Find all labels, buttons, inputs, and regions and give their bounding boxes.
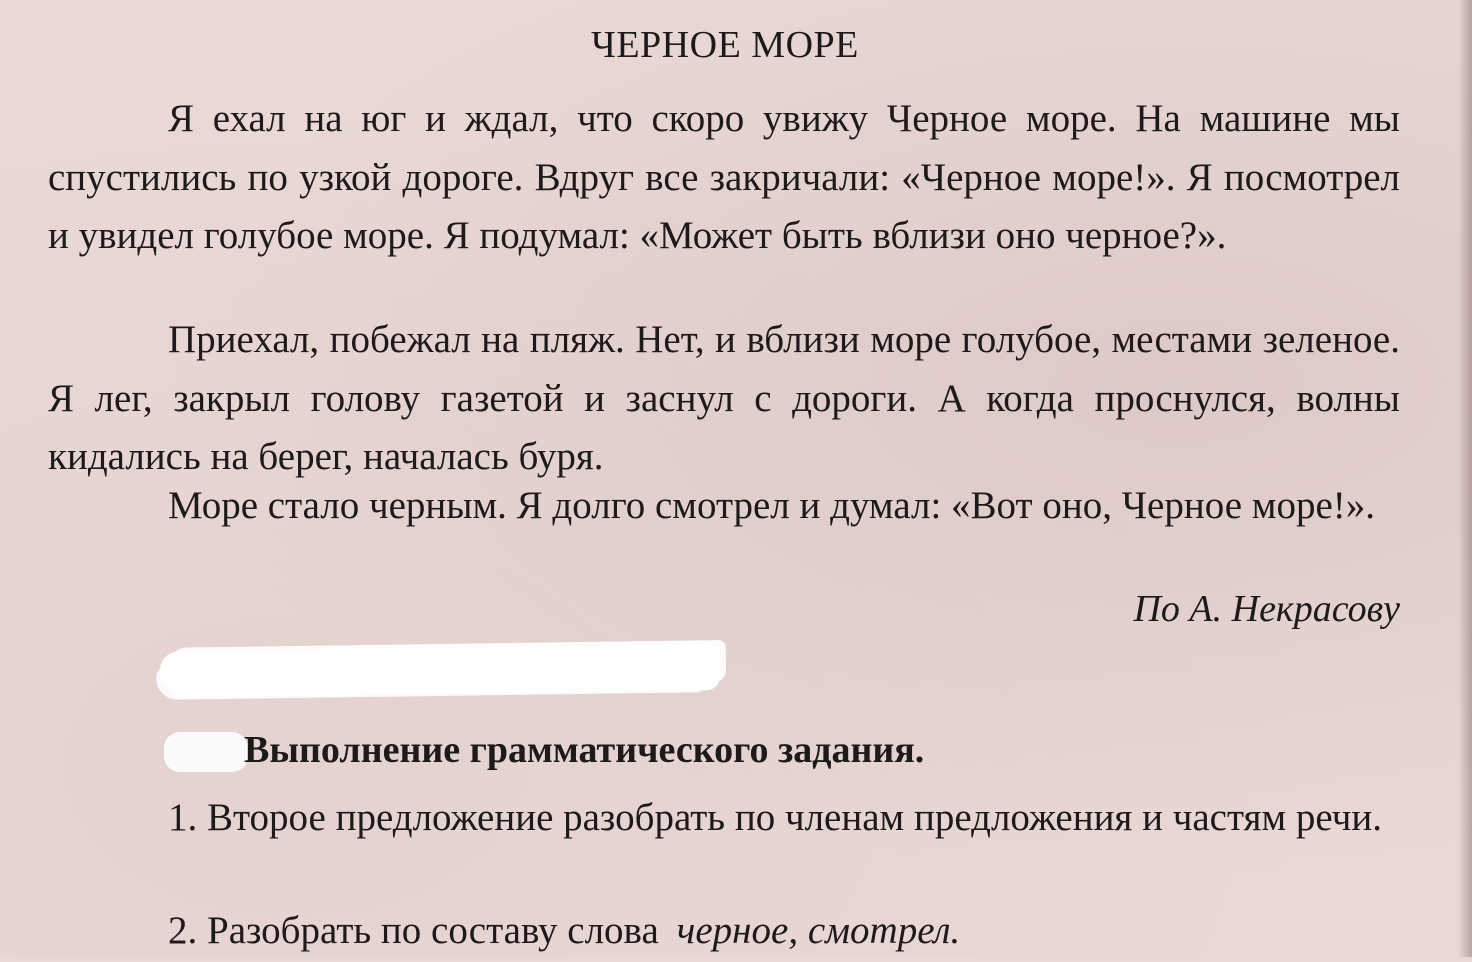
task-item-2-text: 2. Разобрать по составу слова <box>168 909 659 952</box>
page-title: ЧЕРНОЕ МОРЕ <box>591 24 859 66</box>
paragraph-2: Приехал, побежал на пляж. Нет, и вблизи море голубое, местами зеленое. Я лег, закрыл голову газетой и заснул с дороги. А когда проснулся, волны кидались на берег, началась буря. <box>48 318 1400 478</box>
paragraph-1: Я ехал на юг и ждал, что скоро увижу Черное море. На машине мы спустились по узкой дороге. Вдруг все закричали: «Черное море!». Я посмотрел и увидел голубое море. Я подумал: «Может быть вблизи оно черное?». <box>48 97 1400 257</box>
task-item-1: 1. Второе предложение разобрать по членам предложения и частям речи. <box>168 796 1382 839</box>
correction-fluid-mark-small <box>164 732 248 772</box>
task-item-2 <box>48 900 1400 962</box>
correction-fluid-mark <box>160 644 721 698</box>
section-heading: Выполнение грамматического задания. <box>244 729 925 771</box>
task-item-2-words: черное, смотрел. <box>676 909 961 952</box>
author-attribution: По А. Некрасову <box>1133 588 1400 630</box>
paragraph-3: Море стало черным. Я долго смотрел и думал: «Вот оно, Черное море!». <box>168 484 1376 527</box>
page-edge-shadow <box>1458 0 1472 957</box>
